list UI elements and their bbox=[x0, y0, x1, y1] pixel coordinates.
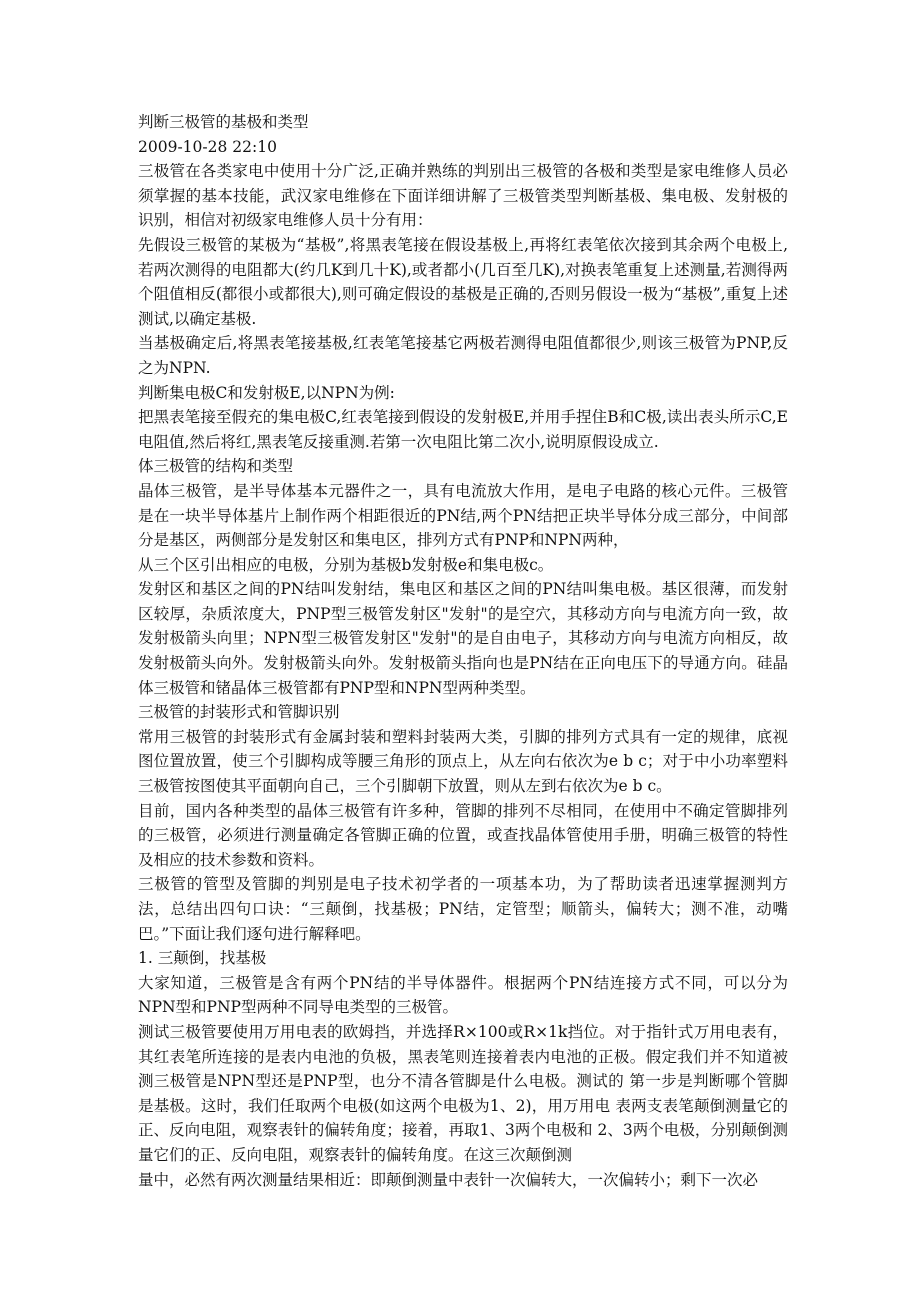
paragraph-junctions: 发射区和基区之间的PN结叫发射结，集电区和基区之间的PN结叫集电极。基区很薄，而发射区较厚，杂质浓度大，PNP型三极管发射区"发射"的是空穴，其移动方向与电流方向一致，故发射极箭头向里；NPN型三极管发射区"发射"的是自由电子，其移动方向与电流方向相反，故发射极箭头向外。发射极箭头向外。发射极箭头指向也是PN结在正向电压下的导通方向。硅晶体三极管和锗晶体三极管都有PNP型和NPN型两种类型。 bbox=[138, 580, 788, 697]
paragraph-structure: 晶体三极管，是半导体基本元器件之一，具有电流放大作用，是电子电路的核心元件。三极管是在一块半导体基片上制作两个相距很近的PN结,两个PN结把正块半导体分成三部分，中间部分是基区，两侧部分是发射区和集电区，排列方式有PNP和NPN两种， bbox=[138, 481, 788, 550]
paragraph-packaging: 常用三极管的封装形式有金属封装和塑料封装两大类，引脚的排列方式具有一定的规律，底视图位置放置，使三个引脚构成等腰三角形的顶点上，从左向右依次为e b c；对于中小功率塑料三极管按图使其平面朝向自己，三个引脚朝下放置，则从左到右依次为e b c。 bbox=[138, 727, 788, 796]
paragraph-multimeter-test: 测试三极管要使用万用电表的欧姆挡，并选择R×100或R×1k挡位。对于指针式万用电表有，其红表笔所连接的是表内电池的负极，黑表笔则连接着表内电池的正极。假定我们并不知道被测三极管是NPN型还是PNP型，也分不清各管脚是什么电极。测试的 第一步是判断哪个管脚是基极。这时，我们任取两个电极(如这两个电极为1、2)，用万用电 表两支表笔颠倒测量它的正、反向电阻，观察表针的偏转角度；接着，再取1、3两个电极和 2、3两个电极，分别颠倒测量它们的正、反向电阻，观察表针的偏转角度。在这三次颠倒测 bbox=[138, 1022, 788, 1164]
paragraph-collector-emitter-heading: 判断集电极C和发射极E,以NPN为例: bbox=[138, 383, 395, 402]
paragraph-intro: 三极管在各类家电中使用十分广泛,正确并熟练的判别出三极管的各极和类型是家电维修人员必须掌握的基本技能，武汉家电维修在下面详细讲解了三极管类型判断基极、集电极、发射极的识别，相信对初级家电维修人员十分有用： bbox=[138, 162, 788, 230]
section-heading-packaging: 三极管的封装形式和管脚识别 bbox=[138, 703, 340, 722]
section-heading-structure: 体三极管的结构和类型 bbox=[138, 457, 294, 476]
paragraph-measurement-result: 量中，必然有两次测量结果相近：即颠倒测量中表针一次偏转大，一次偏转小；剩下一次必 bbox=[138, 1170, 759, 1189]
paragraph-type-pnp-npn: 当基极确定后,将黑表笔接基极,红表笔笔接基它两极若测得电阻值都很少,则该三极管为PNP,反之为NPN. bbox=[138, 334, 788, 377]
document-title: 判断三极管的基极和类型 bbox=[138, 113, 309, 131]
document-timestamp: 2009-10-28 22:10 bbox=[138, 137, 277, 156]
paragraph-electrodes: 从三个区引出相应的电极，分别为基极b发射极e和集电极c。 bbox=[138, 555, 554, 574]
paragraph-collector-emitter-method: 把黑表笔接至假充的集电极C,红表笔接到假设的发射极E,并用手捏住B和C极,读出表头所示C,E电阻值,然后将红,黑表笔反接重测.若第一次电阻比第二次小,说明原假设成立. bbox=[138, 408, 788, 451]
paragraph-base-assumption: 先假设三极管的某极为“基极”,将黑表笔接在假设基极上,再将红表笔依次接到其余两个电极上,若两次测得的电阻都大(约几K到几十K),或者都小(几百至几K),对换表笔重复上述测量,若测得两个阻值相反(都很小或都很大),则可确定假设的基极是正确的,否则另假设一极为“基极”,重复上述测试,以确定基极. bbox=[138, 235, 788, 328]
paragraph-pn-junctions: 大家知道，三极管是含有两个PN结的半导体器件。根据两个PN结连接方式不同，可以分为NPN型和PNP型两种不同导电类型的三极管。 bbox=[138, 973, 788, 1017]
document-body bbox=[138, 110, 788, 1192]
paragraph-mnemonic: 三极管的管型及管脚的判别是电子技术初学者的一项基本功，为了帮助读者迅速掌握测判方法，总结出四句口诀：“三颠倒，找基极；PN结，定管型；顺箭头，偏转大；测不准，动嘴巴。”下面让我们逐句进行解释吧。 bbox=[138, 875, 788, 943]
section-heading-find-base: 1. 三颠倒，找基极 bbox=[138, 949, 267, 968]
paragraph-pin-arrangement: 目前，国内各种类型的晶体三极管有许多种，管脚的排列不尽相同，在使用中不确定管脚排列的三极管，必须进行测量确定各管脚正确的位置，或查找晶体管使用手册，明确三极管的特性及相应的技术参数和资料。 bbox=[138, 801, 788, 869]
